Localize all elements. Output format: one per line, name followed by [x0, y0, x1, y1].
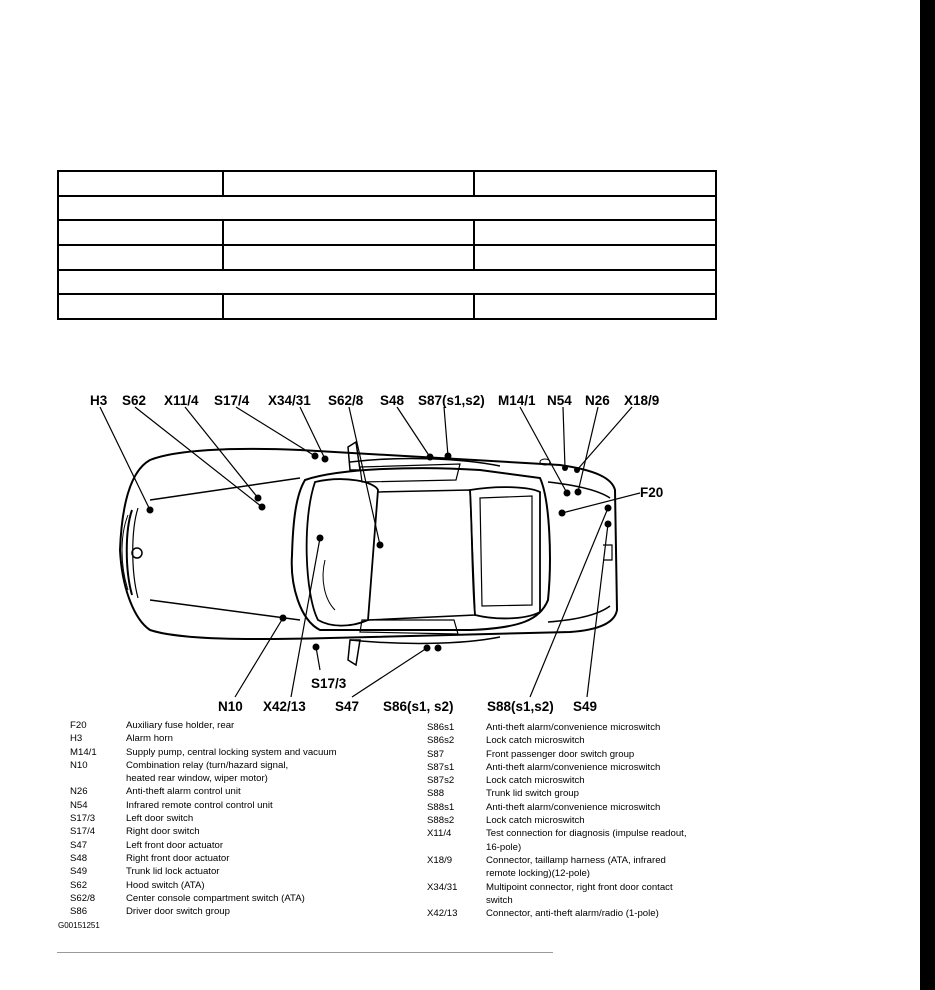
legend-code: N26 [70, 786, 88, 798]
legend-desc: heated rear window, wiper motor) [126, 773, 268, 785]
legend-code: N10 [70, 759, 88, 771]
legend-desc: Hood switch (ATA) [126, 879, 205, 891]
callout-x34-31: X34/31 [268, 393, 311, 408]
callout-n10: N10 [218, 699, 243, 714]
legend-code: X42/13 [427, 908, 458, 920]
legend-code: S86s2 [427, 735, 455, 747]
legend-row [427, 801, 727, 814]
legend-row [427, 827, 727, 840]
legend-code [427, 894, 486, 907]
callout-s87: S87(s1,s2) [418, 393, 485, 408]
legend-row [427, 894, 727, 907]
legend-row [70, 732, 370, 745]
legend-desc: Left door switch [126, 813, 194, 825]
legend-code: S47 [70, 839, 88, 851]
legend-row [427, 748, 727, 761]
legend-right [427, 721, 727, 920]
legend-code: X11/4 [427, 828, 452, 840]
legend-desc: Lock catch microswitch [486, 815, 585, 827]
table-row [58, 220, 716, 245]
legend-row [70, 879, 370, 892]
callout-s62-8: S62/8 [328, 393, 364, 408]
legend-code: S17/3 [70, 813, 96, 825]
callout-s49: S49 [573, 699, 598, 714]
legend-code: S88s2 [427, 815, 455, 827]
legend-row [70, 772, 370, 785]
callout-n26: N26 [585, 393, 610, 408]
legend-row [70, 825, 370, 838]
legend-code: X34/31 [427, 881, 458, 893]
legend-code [427, 867, 486, 880]
legend-code: S87s2 [427, 775, 455, 787]
legend-row [70, 759, 370, 772]
legend-desc: Infrared remote control control unit [126, 799, 273, 811]
legend-desc: Anti-theft alarm control unit [126, 786, 241, 798]
figure-id: G00151251 [58, 921, 100, 930]
legend-code: S62/8 [70, 892, 96, 904]
legend-desc: Supply pump, central locking system and vacuum [126, 746, 337, 758]
legend-code: S86 [70, 906, 88, 918]
legend-code: S88 [427, 788, 445, 800]
legend-row [427, 774, 727, 787]
legend-row [427, 761, 727, 774]
legend-desc: Auxiliary fuse holder, rear [126, 720, 235, 731]
callout-s47: S47 [335, 699, 360, 714]
callout-s88: S88(s1,s2) [487, 699, 554, 714]
legend-desc: switch [486, 894, 513, 906]
table-row [58, 270, 716, 295]
legend-code [70, 772, 126, 785]
callout-s48: S48 [380, 393, 405, 408]
legend-row [427, 787, 727, 800]
legend-desc: Right front door actuator [126, 852, 230, 864]
legend-row [70, 852, 370, 865]
legend-code: X18/9 [427, 854, 453, 866]
legend-desc: Combination relay (turn/hazard signal, [126, 759, 289, 771]
legend-desc: Right door switch [126, 826, 200, 838]
car-outline [120, 442, 617, 665]
legend-code: S88s1 [427, 801, 455, 813]
legend-row [70, 799, 370, 812]
legend-desc: Test connection for diagnosis (impulse readout, [486, 828, 687, 840]
legend-desc: Connector, taillamp harness (ATA, infrared [486, 854, 666, 866]
legend-row [70, 746, 370, 759]
legend-code: F20 [70, 720, 87, 731]
legend-code: S87 [427, 748, 445, 760]
table-row [58, 196, 716, 221]
callout-s17-3: S17/3 [311, 676, 347, 691]
legend-row [70, 785, 370, 798]
legend-row [427, 721, 727, 734]
legend-desc: Multipoint connector, right front door contact [486, 881, 673, 893]
leader-lines [100, 407, 640, 697]
callout-x11-4: X11/4 [164, 393, 199, 408]
legend-row [427, 734, 727, 747]
legend-code: S87s1 [427, 761, 455, 773]
legend-code: H3 [70, 733, 83, 745]
callout-x18-9: X18/9 [624, 393, 660, 408]
callout-s62: S62 [122, 393, 147, 408]
legend-desc: Alarm horn [126, 733, 173, 745]
legend-row [70, 812, 370, 825]
spec-table [57, 170, 717, 320]
callout-x42-13: X42/13 [263, 699, 306, 714]
legend-desc: Connector, anti-theft alarm/radio (1-pole) [486, 908, 659, 920]
callout-n54: N54 [547, 393, 572, 408]
callout-s86: S86(s1, s2) [383, 699, 454, 714]
callout-h3: H3 [90, 393, 108, 408]
legend-code: S49 [70, 866, 88, 878]
legend-desc: Anti-theft alarm/convenience microswitch [486, 722, 661, 733]
legend-desc: Trunk lid switch group [486, 788, 579, 800]
legend-row [70, 839, 370, 852]
legend-code: S62 [70, 879, 88, 891]
legend-code: N54 [70, 799, 88, 811]
legend-code: M14/1 [70, 746, 97, 758]
legend-desc: Anti-theft alarm/convenience microswitch [486, 761, 661, 773]
callout-f20: F20 [640, 485, 664, 500]
legend-row [427, 907, 727, 920]
legend-row [70, 905, 370, 918]
legend-row [70, 719, 370, 732]
footer-divider [57, 952, 553, 953]
legend-desc: 16-pole) [486, 841, 522, 853]
legend-desc: remote locking)(12-pole) [486, 868, 590, 880]
legend-row [70, 892, 370, 905]
legend-desc: Lock catch microswitch [486, 775, 585, 787]
legend-row [427, 841, 727, 854]
legend-desc: Center console compartment switch (ATA) [126, 892, 305, 904]
legend-row [70, 865, 370, 878]
legend-desc: Front passenger door switch group [486, 748, 635, 760]
legend-row [427, 814, 727, 827]
legend-code: S86s1 [427, 722, 455, 733]
legend-desc: Trunk lid lock actuator [126, 866, 220, 878]
legend-left [70, 719, 370, 918]
legend-row [427, 867, 727, 880]
callout-m14-1: M14/1 [498, 393, 536, 408]
table-row [58, 245, 716, 270]
legend-desc: Left front door actuator [126, 839, 224, 851]
callout-s17-4: S17/4 [214, 393, 250, 408]
legend-desc: Driver door switch group [126, 906, 230, 918]
car-component-diagram [0, 380, 935, 720]
table-row [58, 294, 716, 319]
legend-desc: Anti-theft alarm/convenience microswitch [486, 801, 661, 813]
legend-desc: Lock catch microswitch [486, 735, 585, 747]
table-row [58, 171, 716, 196]
legend-code: S48 [70, 852, 88, 864]
legend-code [427, 841, 486, 854]
legend-code: S17/4 [70, 826, 96, 838]
legend-row [427, 881, 727, 894]
legend-row [427, 854, 727, 867]
